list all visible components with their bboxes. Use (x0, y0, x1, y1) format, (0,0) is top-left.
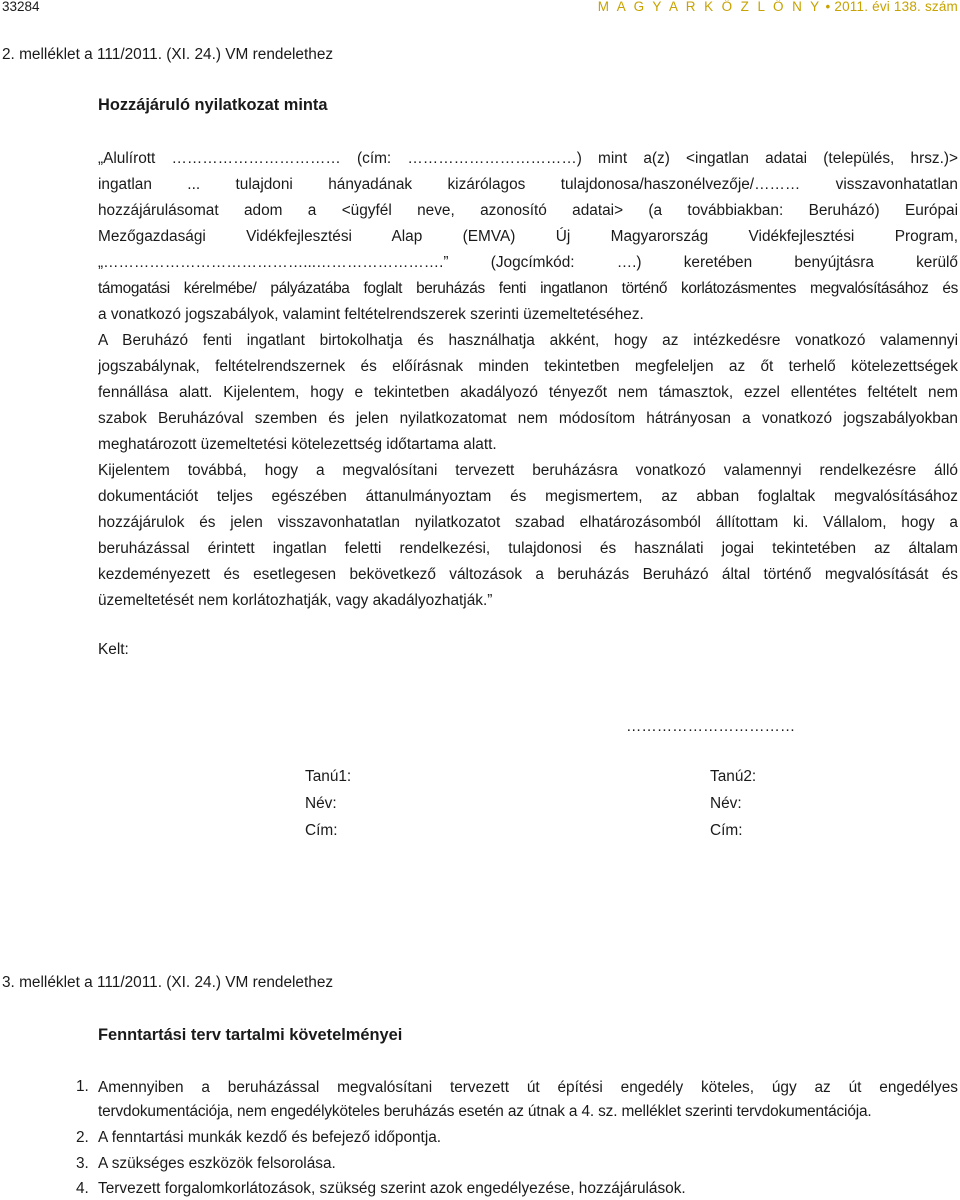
annex-3-title: 3. melléklet a 111/2011. (XI. 24.) VM rendelethez (2, 974, 334, 991)
annex-2-heading: Hozzájáruló nyilatkozat minta (98, 96, 328, 114)
body-line: fennállása alatt. Kijelentem, hogy e tekintetben akadályozó tényezőt nem támasztok, ezzel ellentétes feltételt nem (98, 384, 958, 401)
page-number: 33284 (2, 0, 40, 14)
body-line: támogatási kérelmébe/ pályázatába foglalt beruházás fenti ingatlanon történő korlátozásmentes megvalósításához és (98, 280, 958, 297)
list-item-number: 4. (76, 1180, 89, 1197)
journal-header (598, 0, 958, 14)
annex-3-heading: Fenntartási terv tartalmi követelményei (98, 1026, 403, 1044)
body-line: „…………………………………...…………………….” (Jogcímkód: ….) keretében benyújtásra kerülő (98, 254, 958, 271)
body-line: a vonatkozó jogszabályok, valamint feltételrendszerek szerinti üzemeltetéséhez. (98, 306, 644, 323)
witness-2-address: Cím: (710, 822, 743, 839)
list-item-text: tervdokumentációja, nem engedélyköteles beruházás esetén az útnak a 4. sz. melléklet szerinti tervdokumentációja. (98, 1103, 872, 1120)
body-line: dokumentációt teljes egészében áttanulmányoztam és megismertem, az abban foglaltak megvalósításához (98, 488, 958, 505)
journal-issue: • 2011. évi 138. szám (825, 0, 958, 14)
witness-2-name: Név: (710, 795, 742, 812)
witness-1-address: Cím: (305, 822, 338, 839)
body-line: A Beruházó fenti ingatlant birtokolhatja és használhatja akként, hogy az intézkedésre vonatkozó valamennyi (98, 332, 958, 349)
annex-2-title: 2. melléklet a 111/2011. (XI. 24.) VM rendelethez (2, 46, 334, 63)
list-item-text: A szükséges eszközök felsorolása. (98, 1155, 336, 1172)
body-line: Kijelentem továbbá, hogy a megvalósítani tervezett beruházásra vonatkozó valamennyi rendelkezésre álló (98, 462, 958, 479)
list-item-number: 1. (76, 1078, 89, 1095)
body-line: hozzájárulásomat adom a <ügyfél neve, azonosító adatai> (a továbbiakban: Beruházó) Európai (98, 202, 958, 219)
witness-1-label: Tanú1: (305, 768, 352, 785)
signature-line: …………………………… (626, 718, 796, 735)
journal-name: M A G Y A R K Ö Z L Ö N Y (597, 0, 822, 14)
list-item-text: Amennyiben a beruházással megvalósítani tervezett út építési engedély köteles, úgy az út engedélyes (98, 1079, 958, 1096)
body-line: kezdeményezett és esetlegesen bekövetkező változások a beruházás Beruházó által történő megvalósítását és (98, 566, 958, 583)
list-item-number: 2. (76, 1129, 89, 1146)
body-line: jogszabálynak, feltételrendszernek és előírásnak minden tekintetben megfeleljen az őt terhelő kötelezettségek (98, 358, 958, 375)
body-line: szabok Beruházóval szemben és jelen nyilatkozatomat nem módosítom hátrányosan a vonatkozó jogszabályokban (98, 410, 958, 427)
body-line: beruházással érintett ingatlan feletti rendelkezési, tulajdonosi és használati jogai tekintetében az általam (98, 540, 958, 557)
body-line: ingatlan ... tulajdoni hányadának kizárólagos tulajdonosa/haszonélvezője/……… visszavonhatatlan (98, 176, 958, 193)
body-line: üzemeltetését nem korlátozhatják, vagy akadályozhatják.” (98, 592, 493, 609)
body-line: meghatározott üzemeltetési kötelezettség időtartama alatt. (98, 436, 497, 453)
body-line: „Alulírott …………………………… (cím: ……………………………) mint a(z) <ingatlan adatai (település, hrsz.)> (98, 150, 958, 167)
kelt-label: Kelt: (98, 641, 129, 658)
witness-2-label: Tanú2: (710, 768, 757, 785)
body-line: Mezőgazdasági Vidékfejlesztési Alap (EMVA) Új Magyarország Vidékfejlesztési Program, (98, 228, 958, 245)
body-line: hozzájárulok és jelen visszavonhatatlan nyilatkozatot szabad elhatározásomból állítottam ki. Vállalom, hogy a (98, 514, 958, 531)
list-item-text: Tervezett forgalomkorlátozások, szükség szerint azok engedélyezése, hozzájárulások. (98, 1180, 686, 1197)
list-item-text: A fenntartási munkák kezdő és befejező időpontja. (98, 1129, 442, 1146)
witness-1-name: Név: (305, 795, 337, 812)
list-item-number: 3. (76, 1155, 89, 1172)
